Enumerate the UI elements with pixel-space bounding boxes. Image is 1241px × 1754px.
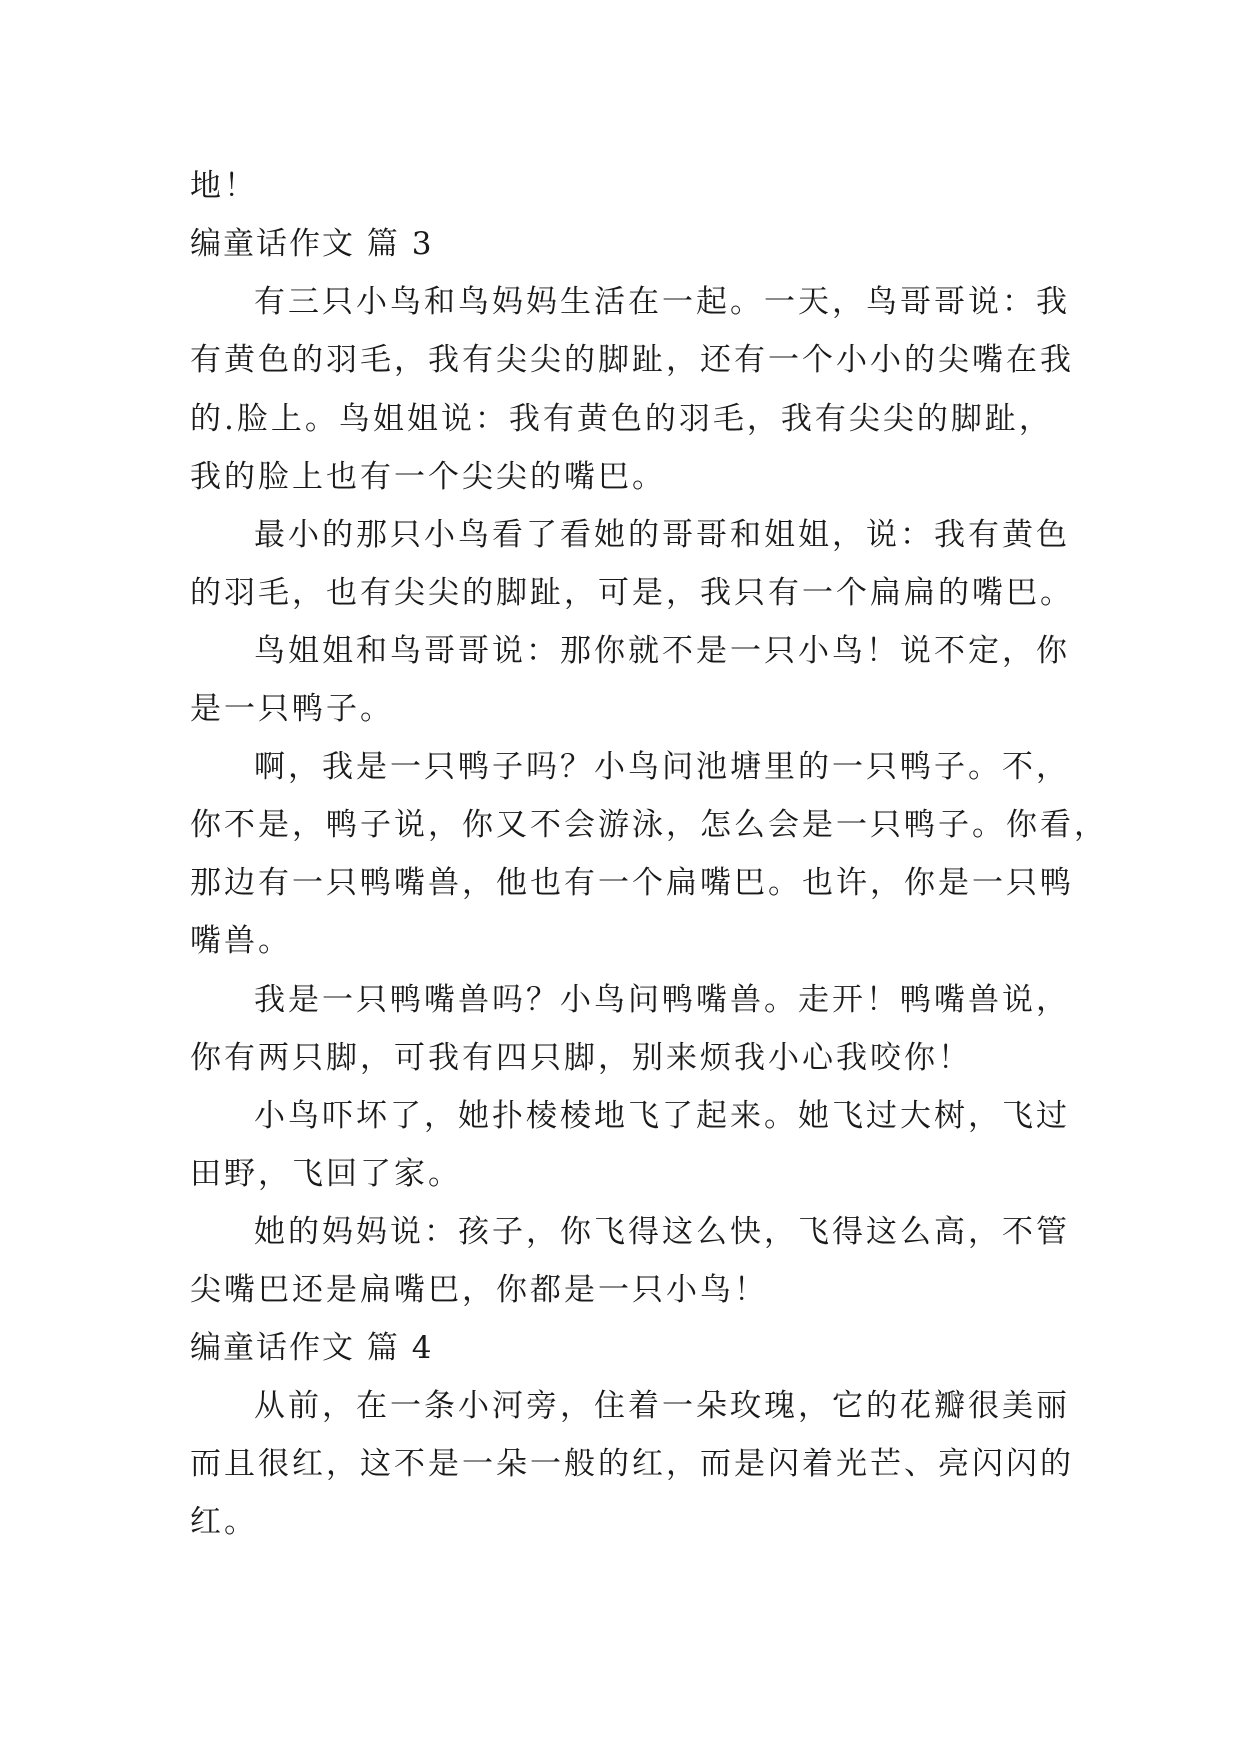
text-line: 我的脸上也有一个尖尖的嘴巴。 xyxy=(190,459,666,495)
text-line: 最小的那只小鸟看了看她的哥哥和姐姐，说：我有黄色 xyxy=(254,517,1070,553)
text-line: 的羽毛，也有尖尖的脚趾，可是，我只有一个扁扁的嘴巴。 xyxy=(190,575,1074,611)
text-line: 啊，我是一只鸭子吗？小鸟问池塘里的一只鸭子。不， xyxy=(254,749,1070,785)
text-line: 尖嘴巴还是扁嘴巴，你都是一只小鸟！ xyxy=(190,1272,768,1308)
text-line: 的.脸上。鸟姐姐说：我有黄色的羽毛，我有尖尖的脚趾， xyxy=(190,401,1053,437)
text-line: 嘴兽。 xyxy=(190,923,292,959)
text-line: 你有两只脚，可我有四只脚，别来烦我小心我咬你！ xyxy=(190,1040,972,1076)
text-line: 我是一只鸭嘴兽吗？小鸟问鸭嘴兽。走开！鸭嘴兽说， xyxy=(254,982,1070,1018)
text-line: 田野，飞回了家。 xyxy=(190,1156,462,1192)
text-line: 红。 xyxy=(190,1504,258,1540)
text-line: 有黄色的羽毛，我有尖尖的脚趾，还有一个小小的尖嘴在我 xyxy=(190,342,1074,378)
text-line: 鸟姐姐和鸟哥哥说：那你就不是一只小鸟！说不定，你 xyxy=(254,633,1070,669)
text-line: 她的妈妈说：孩子，你飞得这么快，飞得这么高，不管 xyxy=(254,1214,1070,1250)
section-heading: 编童话作文 篇 4 xyxy=(190,1330,434,1366)
text-line: 有三只小鸟和鸟妈妈生活在一起。一天，鸟哥哥说：我 xyxy=(254,284,1070,320)
text-line: 地！ xyxy=(190,168,258,204)
text-line: 而且很红，这不是一朵一般的红，而是闪着光芒、亮闪闪的 xyxy=(190,1446,1074,1482)
text-line: 小鸟吓坏了，她扑棱棱地飞了起来。她飞过大树，飞过 xyxy=(254,1098,1070,1134)
text-line: 从前，在一条小河旁，住着一朵玫瑰，它的花瓣很美丽 xyxy=(254,1388,1070,1424)
text-line: 那边有一只鸭嘴兽，他也有一个扁嘴巴。也许，你是一只鸭 xyxy=(190,865,1074,901)
text-line: 你不是，鸭子说，你又不会游泳，怎么会是一只鸭子。你看， xyxy=(190,807,1108,843)
text-line: 是一只鸭子。 xyxy=(190,691,394,727)
section-heading: 编童话作文 篇 3 xyxy=(190,226,434,262)
